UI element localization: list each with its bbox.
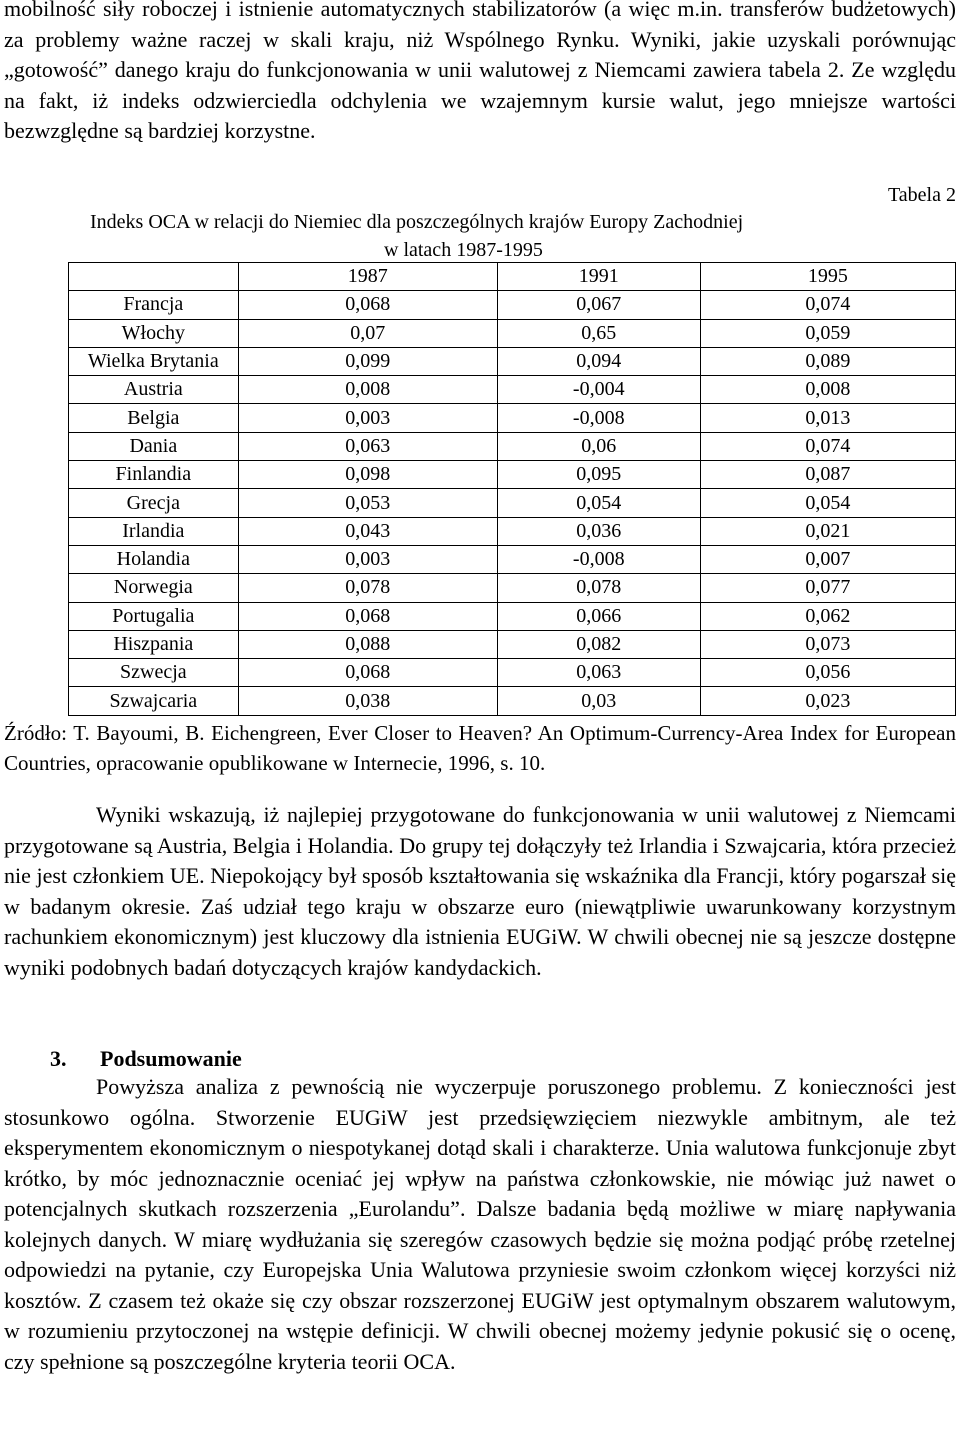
table-row [69,659,956,687]
table-title-line-1: Indeks OCA w relacji do Niemiec dla poszczególnych krajów Europy Zachodniej [90,211,744,233]
table-row [69,461,956,489]
country-cell: Grecja [69,489,239,517]
table-title-line-2: w latach 1987-1995 [384,239,543,261]
value-cell: 0,062 [700,602,955,630]
table-row [69,574,956,602]
section-number: 3. [50,1046,67,1071]
table-row [69,545,956,573]
value-cell: 0,65 [497,319,700,347]
value-cell: 0,003 [238,545,497,573]
value-cell: -0,008 [497,404,700,432]
table-row [69,347,956,375]
value-cell: 0,068 [238,291,497,319]
table-row [69,630,956,658]
value-cell: 0,095 [497,461,700,489]
value-cell: 0,043 [238,517,497,545]
country-cell: Dania [69,432,239,460]
country-cell: Wielka Brytania [69,347,239,375]
value-cell: 0,008 [700,376,955,404]
country-cell: Belgia [69,404,239,432]
value-cell: 0,021 [700,517,955,545]
country-cell: Austria [69,376,239,404]
country-cell: Irlandia [69,517,239,545]
value-cell: 0,078 [238,574,497,602]
table-source-note: Źródło: T. Bayoumi, B. Eichengreen, Ever Closer to Heaven? An Optimum-Currency-Area Index for European Countries, opracowanie opublikowane w Internecie, 1996, s. 10. [4,721,956,775]
value-cell: 0,007 [700,545,955,573]
country-cell: Francja [69,291,239,319]
value-cell: 0,059 [700,319,955,347]
value-cell: 0,074 [700,291,955,319]
value-cell: 0,087 [700,461,955,489]
value-cell: 0,068 [238,602,497,630]
table-row [69,602,956,630]
value-cell: 0,088 [238,630,497,658]
paragraph-summary: Powyższa analiza z pewnością nie wyczerpuje poruszonego problemu. Z konieczności jest stosunkowo ogólna. Stworzenie EUGiW jest przedsięwzięciem niezwykle ambitnym, ale też eksperymentem ekonomicznym o niespotykanej dotąd skali i charakterze. Unia walutowa funkcjonuje zbyt krótko, by móc jednoznacznie oceniać jej wpływ na państwa członkowskie, nie mówiąc już nawet o potencjalnych skutkach rozszerzenia „Eurolandu”. Dalsze badania będą możliwe w miarę napływania kolejnych danych. W miarę wydłużania się szeregów czasowych będzie się można podjąć próbę rzetelnej odpowiedzi na pytanie, czy Europejska Unia Walutowa przyniesie swoim członkom więcej korzyści niż kosztów. Z czasem też okaże się czy obszar rozszerzonej EUGiW jest optymalnym obszarem walutowym, w rozumieniu przytoczonej na wstępie definicji. W chwili obecnej możemy jedynie pokusić się o ocenę, czy spełnione są poszczególne kryteria teorii OCA. [4,1074,956,1374]
value-cell: 0,06 [497,432,700,460]
table-header-cell: 1987 [238,263,497,291]
value-cell: 0,013 [700,404,955,432]
table-row [69,517,956,545]
country-cell: Holandia [69,545,239,573]
value-cell: 0,07 [238,319,497,347]
value-cell: 0,066 [497,602,700,630]
table-row [69,432,956,460]
value-cell: 0,067 [497,291,700,319]
value-cell: 0,036 [497,517,700,545]
table-header-row [69,263,956,291]
value-cell: 0,074 [700,432,955,460]
table-header-cell: 1991 [497,263,700,291]
country-cell: Norwegia [69,574,239,602]
table-row [69,489,956,517]
value-cell: 0,063 [238,432,497,460]
country-cell: Szwecja [69,659,239,687]
section-heading [50,1044,242,1074]
value-cell: 0,082 [497,630,700,658]
table-row [69,291,956,319]
value-cell: 0,077 [700,574,955,602]
value-cell: -0,008 [497,545,700,573]
value-cell: 0,003 [238,404,497,432]
value-cell: 0,094 [497,347,700,375]
table-header-cell: 1995 [700,263,955,291]
table-row [69,687,956,715]
value-cell: 0,03 [497,687,700,715]
oca-index-table [68,262,956,716]
paragraph-intro: mobilność siły roboczej i istnienie automatycznych stabilizatorów (a więc m.in. transferów budżetowych) za problemy ważne raczej w skali kraju, niż Wspólnego Rynku. Wyniki, jakie uzyskali porównując „gotowość” danego kraju do funkcjonowania w unii walutowej z Niemcami zawiera tabela 2. Ze względu na fakt, iż indeks odzwierciedla odchylenia we wzajemnym kursie walut, jego mniejsze wartości bezwzględne są bardziej korzystne. [4,0,956,143]
table-row [69,404,956,432]
country-cell: Finlandia [69,461,239,489]
value-cell: 0,054 [497,489,700,517]
table-label: Tabela 2 [887,184,956,206]
country-cell: Włochy [69,319,239,347]
section-title: Podsumowanie [100,1046,242,1071]
value-cell: -0,004 [497,376,700,404]
value-cell: 0,089 [700,347,955,375]
country-cell: Hiszpania [69,630,239,658]
value-cell: 0,073 [700,630,955,658]
table-header-cell [69,263,239,291]
country-cell: Szwajcaria [69,687,239,715]
value-cell: 0,056 [700,659,955,687]
value-cell: 0,078 [497,574,700,602]
value-cell: 0,063 [497,659,700,687]
value-cell: 0,008 [238,376,497,404]
value-cell: 0,054 [700,489,955,517]
value-cell: 0,098 [238,461,497,489]
table-row [69,319,956,347]
paragraph-results: Wyniki wskazują, iż najlepiej przygotowane do funkcjonowania w unii walutowej z Niemcami przygotowane są Austria, Belgia i Holandia. Do grupy tej dołączyły też Irlandia i Szwajcaria, która przecież nie jest członkiem UE. Niepokojący był sposób kształtowania się wskaźnika dla Francji, który pogarszał się w badanym okresie. Zaś udział tego kraju w obszarze euro (niewątpliwie uwarunkowany korzystnym rachunkiem ekonomicznym) jest kluczowy dla istnienia EUGiW. W chwili obecnej nie są jeszcze dostępne wyniki podobnych badań dotyczących krajów kandydackich. [4,802,956,980]
table-row [69,376,956,404]
value-cell: 0,068 [238,659,497,687]
value-cell: 0,023 [700,687,955,715]
value-cell: 0,038 [238,687,497,715]
value-cell: 0,099 [238,347,497,375]
country-cell: Portugalia [69,602,239,630]
value-cell: 0,053 [238,489,497,517]
